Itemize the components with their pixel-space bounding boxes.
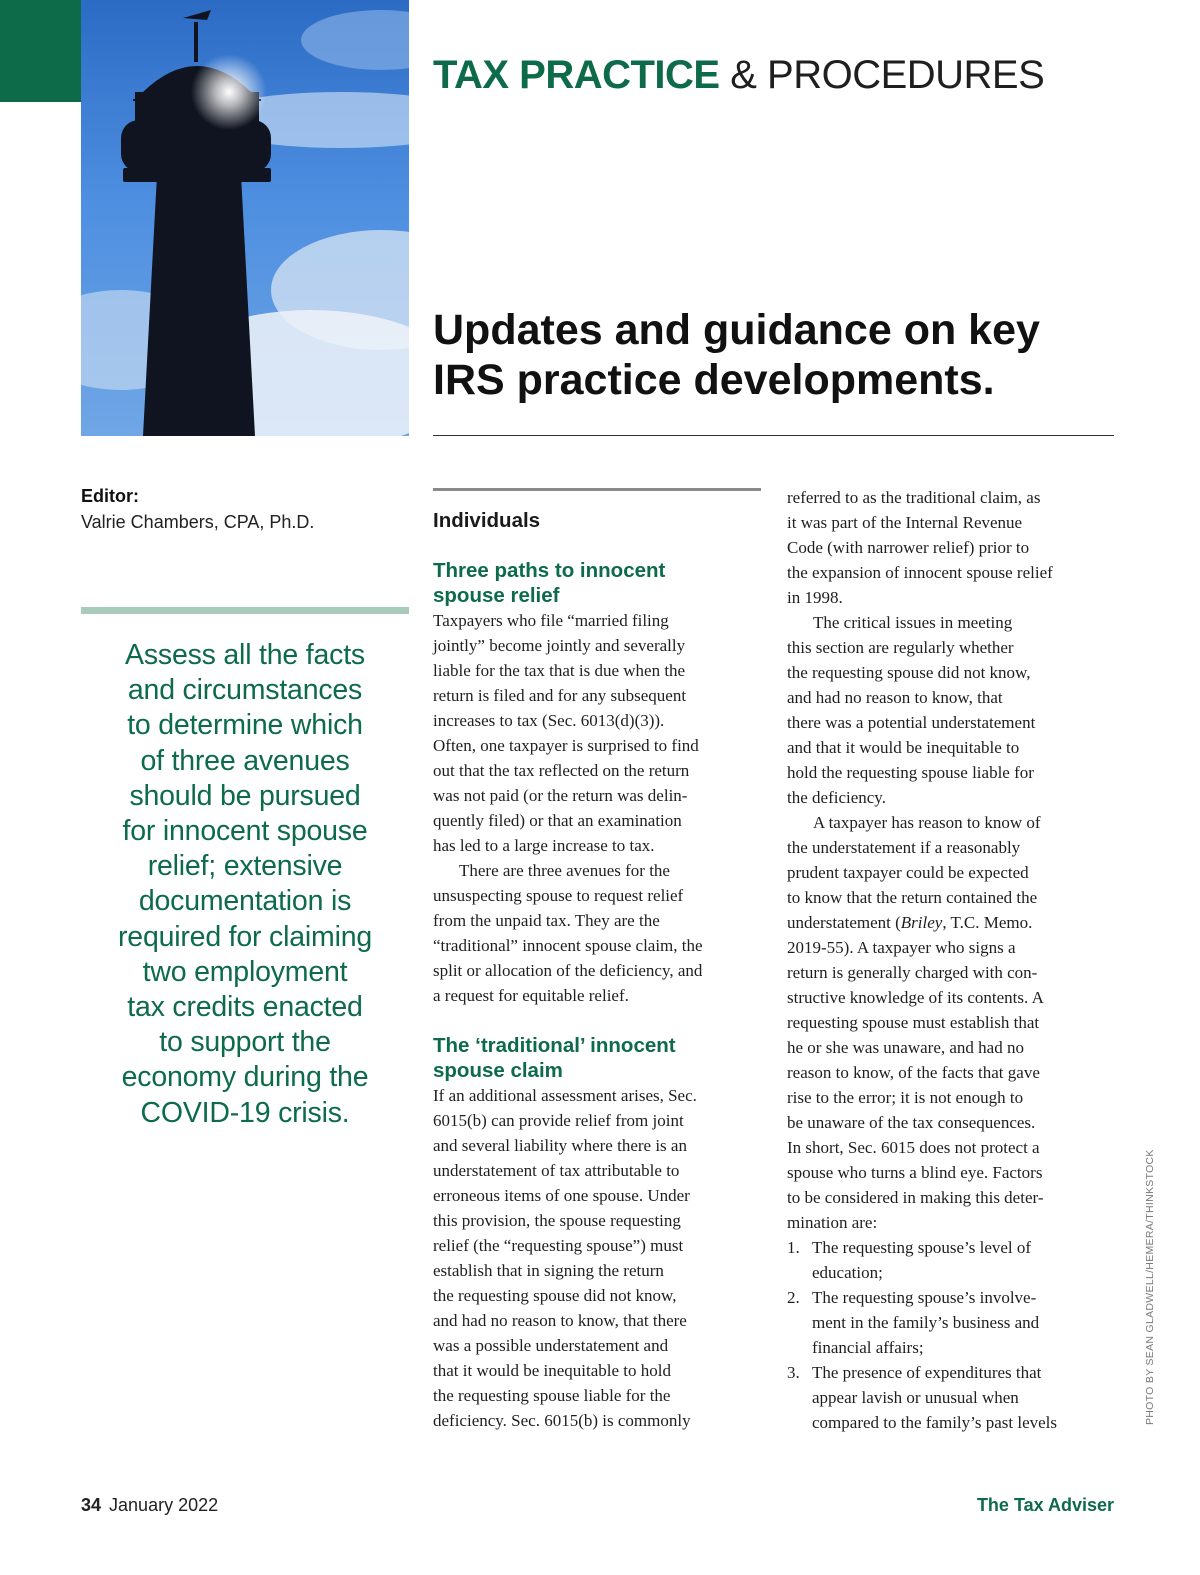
paragraph-line: structive knowledge of its contents. A xyxy=(787,988,1044,1007)
editor-label: Editor: xyxy=(81,486,139,506)
paragraph-line: erroneous items of one spouse. Under xyxy=(433,1186,690,1205)
issue-date: January 2022 xyxy=(109,1495,219,1515)
paragraph-line: “traditional” innocent spouse claim, the xyxy=(433,936,703,955)
paragraph-line: mination are: xyxy=(787,1213,878,1232)
paragraph-line: quently filed) or that an examination xyxy=(433,811,682,830)
section-color-tab xyxy=(0,0,81,102)
paragraph-line: hold the requesting spouse liable for xyxy=(787,763,1034,782)
paragraph-line: If an additional assessment arises, Sec. xyxy=(433,1086,697,1105)
publication-name: The Tax Adviser xyxy=(976,1495,1114,1515)
list-text: education; xyxy=(812,1263,883,1282)
paragraph-line: the requesting spouse did not know, xyxy=(433,1286,677,1305)
paragraph-line: Often, one taxpayer is surprised to find xyxy=(433,736,699,755)
paragraph-gap xyxy=(433,1008,763,1033)
case-name: Briley xyxy=(900,913,943,932)
list-item-first-line xyxy=(787,1235,1117,1260)
lighthouse-photo xyxy=(81,0,409,436)
subhead-traditional-claim: spouse claim xyxy=(433,1059,563,1082)
pull-quote-line: COVID-19 crisis. xyxy=(140,1096,350,1129)
pull-quote-line: required for claiming xyxy=(118,920,372,953)
paragraph-line: understatement of tax attributable to xyxy=(433,1161,680,1180)
headline xyxy=(433,305,1123,405)
paragraph-line: to be considered in making this deter- xyxy=(787,1188,1044,1207)
paragraph-line: the understatement if a reasonably xyxy=(787,838,1021,857)
headline-line: Updates and guidance on key xyxy=(433,306,1040,354)
list-text: The requesting spouse’s involve- xyxy=(812,1288,1037,1307)
pull-quote-line: documentation is xyxy=(138,885,352,918)
column-rule xyxy=(433,488,761,491)
paragraph-line: 2019-55). A taxpayer who signs a xyxy=(787,938,1016,957)
paragraph-line: the requesting spouse liable for the xyxy=(433,1386,671,1405)
list-text: appear lavish or unusual when xyxy=(812,1388,1019,1407)
list-text: financial affairs; xyxy=(812,1338,924,1357)
list-item-first-line xyxy=(787,1360,1117,1385)
paragraph-line: requesting spouse must establish that xyxy=(787,1013,1040,1032)
pull-quote-line: tax credits enacted xyxy=(127,991,363,1024)
paragraph-line: unsuspecting spouse to request relief xyxy=(433,886,684,905)
paragraph-line: establish that in signing the return xyxy=(433,1261,664,1280)
paragraph-line: and had no reason to know, that xyxy=(787,688,1003,707)
paragraph-line: increases to tax (Sec. 6013(d)(3)). xyxy=(433,711,665,730)
paragraph-line: was a possible understatement and xyxy=(433,1336,669,1355)
paragraph-line: and several liability where there is an xyxy=(433,1136,687,1155)
paragraph-line: this provision, the spouse requesting xyxy=(433,1211,681,1230)
pull-quote-line: for innocent spouse xyxy=(122,815,368,848)
paragraph-line: 6015(b) can provide relief from joint xyxy=(433,1111,684,1130)
pull-quote-line: should be pursued xyxy=(129,779,361,812)
paragraph-line: rise to the error; it is not enough to xyxy=(787,1088,1024,1107)
paragraph-line: In short, Sec. 6015 does not protect a xyxy=(787,1138,1040,1157)
paragraph-line: has led to a large increase to tax. xyxy=(433,836,655,855)
paragraph-line: The critical issues in meeting xyxy=(813,613,1013,632)
list-item xyxy=(787,1360,1117,1435)
list-text: compared to the family’s past levels xyxy=(812,1413,1058,1432)
list-number: 2. xyxy=(787,1288,800,1307)
paragraph-line: liable for the tax that is due when the xyxy=(433,661,686,680)
pull-quote-line: economy during the xyxy=(121,1061,369,1094)
photo-credit: PHOTO BY SEAN GLADWELL/HEMERA/THINKSTOCK xyxy=(1144,1149,1156,1425)
paragraph-line: spouse who turns a blind eye. Factors xyxy=(787,1163,1043,1182)
paragraph-line: relief (the “requesting spouse”) must xyxy=(433,1236,684,1255)
paragraph-line: this section are regularly whether xyxy=(787,638,1014,657)
column-1-body xyxy=(433,558,763,1433)
paragraph-line: jointly” become jointly and severally xyxy=(433,636,686,655)
paragraph-line: Code (with narrower relief) prior to xyxy=(787,538,1030,557)
paragraph-line: prudent taxpayer could be expected xyxy=(787,863,1029,882)
citation-text: , T.C. Memo. xyxy=(942,913,1033,932)
paragraph-line: he or she was unaware, and had no xyxy=(787,1038,1024,1057)
paragraph-line: to know that the return contained the xyxy=(787,888,1038,907)
paragraph-line: be unaware of the tax consequences. xyxy=(787,1113,1036,1132)
paragraph-line: Taxpayers who file “married filing xyxy=(433,611,669,630)
pull-quote-line: of three avenues xyxy=(140,744,350,777)
pull-quote-line: relief; extensive xyxy=(147,850,343,883)
paragraph-line: that it would be inequitable to hold xyxy=(433,1361,671,1380)
editor-name: Valrie Chambers, CPA, Ph.D. xyxy=(81,512,315,532)
subhead-innocent-spouse-relief: spouse relief xyxy=(433,584,560,607)
list-item xyxy=(787,1235,1117,1285)
article-column-2 xyxy=(787,485,1117,1435)
paragraph-line: and had no reason to know, that there xyxy=(433,1311,687,1330)
list-item xyxy=(787,1285,1117,1360)
headline-divider xyxy=(433,435,1114,436)
section-title-strong: TAX PRACTICE xyxy=(433,53,720,97)
list-text: The presence of expenditures that xyxy=(812,1363,1042,1382)
list-text: The requesting spouse’s level of xyxy=(812,1238,1032,1257)
paragraph-line: the requesting spouse did not know, xyxy=(787,663,1031,682)
paragraph-line: deficiency. Sec. 6015(b) is commonly xyxy=(433,1411,691,1430)
paragraph-line: A taxpayer has reason to know of xyxy=(813,813,1041,832)
paragraph-line: in 1998. xyxy=(787,588,843,607)
paragraph-line: it was part of the Internal Revenue xyxy=(787,513,1023,532)
citation-text: understatement ( xyxy=(787,913,901,932)
list-text: ment in the family’s business and xyxy=(812,1313,1040,1332)
paragraph-line: return is generally charged with con- xyxy=(787,963,1038,982)
headline-line: IRS practice developments. xyxy=(433,356,995,404)
paragraph-line: reason to know, of the facts that gave xyxy=(787,1063,1040,1082)
paragraph-line: return is filed and for any subsequent xyxy=(433,686,687,705)
section-heading-individuals: Individuals xyxy=(433,509,541,532)
paragraph-line: from the unpaid tax. They are the xyxy=(433,911,660,930)
subhead-traditional-claim: The ‘traditional’ innocent xyxy=(433,1034,676,1057)
pull-quote xyxy=(81,638,409,1131)
pull-quote-line: two employment xyxy=(142,955,348,988)
paragraph-line: the expansion of innocent spouse relief xyxy=(787,563,1053,582)
list-number: 1. xyxy=(787,1238,800,1257)
page-number: 34 xyxy=(81,1495,102,1515)
paragraph-line: there was a potential understatement xyxy=(787,713,1036,732)
paragraph-line: was not paid (or the return was delin- xyxy=(433,786,688,805)
pull-quote-line: Assess all the facts xyxy=(125,639,365,671)
list-item-first-line xyxy=(787,1285,1117,1310)
list-number: 3. xyxy=(787,1363,800,1382)
paragraph-line: split or allocation of the deficiency, and xyxy=(433,961,703,980)
subhead-innocent-spouse-relief: Three paths to innocent xyxy=(433,559,666,582)
paragraph-line: out that the tax reflected on the return xyxy=(433,761,690,780)
pull-quote-line: to support the xyxy=(159,1026,331,1059)
pull-quote-rule xyxy=(81,607,409,614)
paragraph-line: a request for equitable relief. xyxy=(433,986,629,1005)
paragraph-line: the deficiency. xyxy=(787,788,886,807)
footer-folio xyxy=(81,1495,218,1516)
section-title xyxy=(433,52,1044,98)
section-title-light: & PROCEDURES xyxy=(730,53,1045,97)
paragraph-line: and that it would be inequitable to xyxy=(787,738,1020,757)
pull-quote-line: and circumstances xyxy=(127,674,363,707)
citation-line xyxy=(787,910,1117,935)
pull-quote-line: to determine which xyxy=(127,709,363,742)
paragraph-line: referred to as the traditional claim, as xyxy=(787,488,1041,507)
paragraph-line: There are three avenues for the xyxy=(459,861,670,880)
